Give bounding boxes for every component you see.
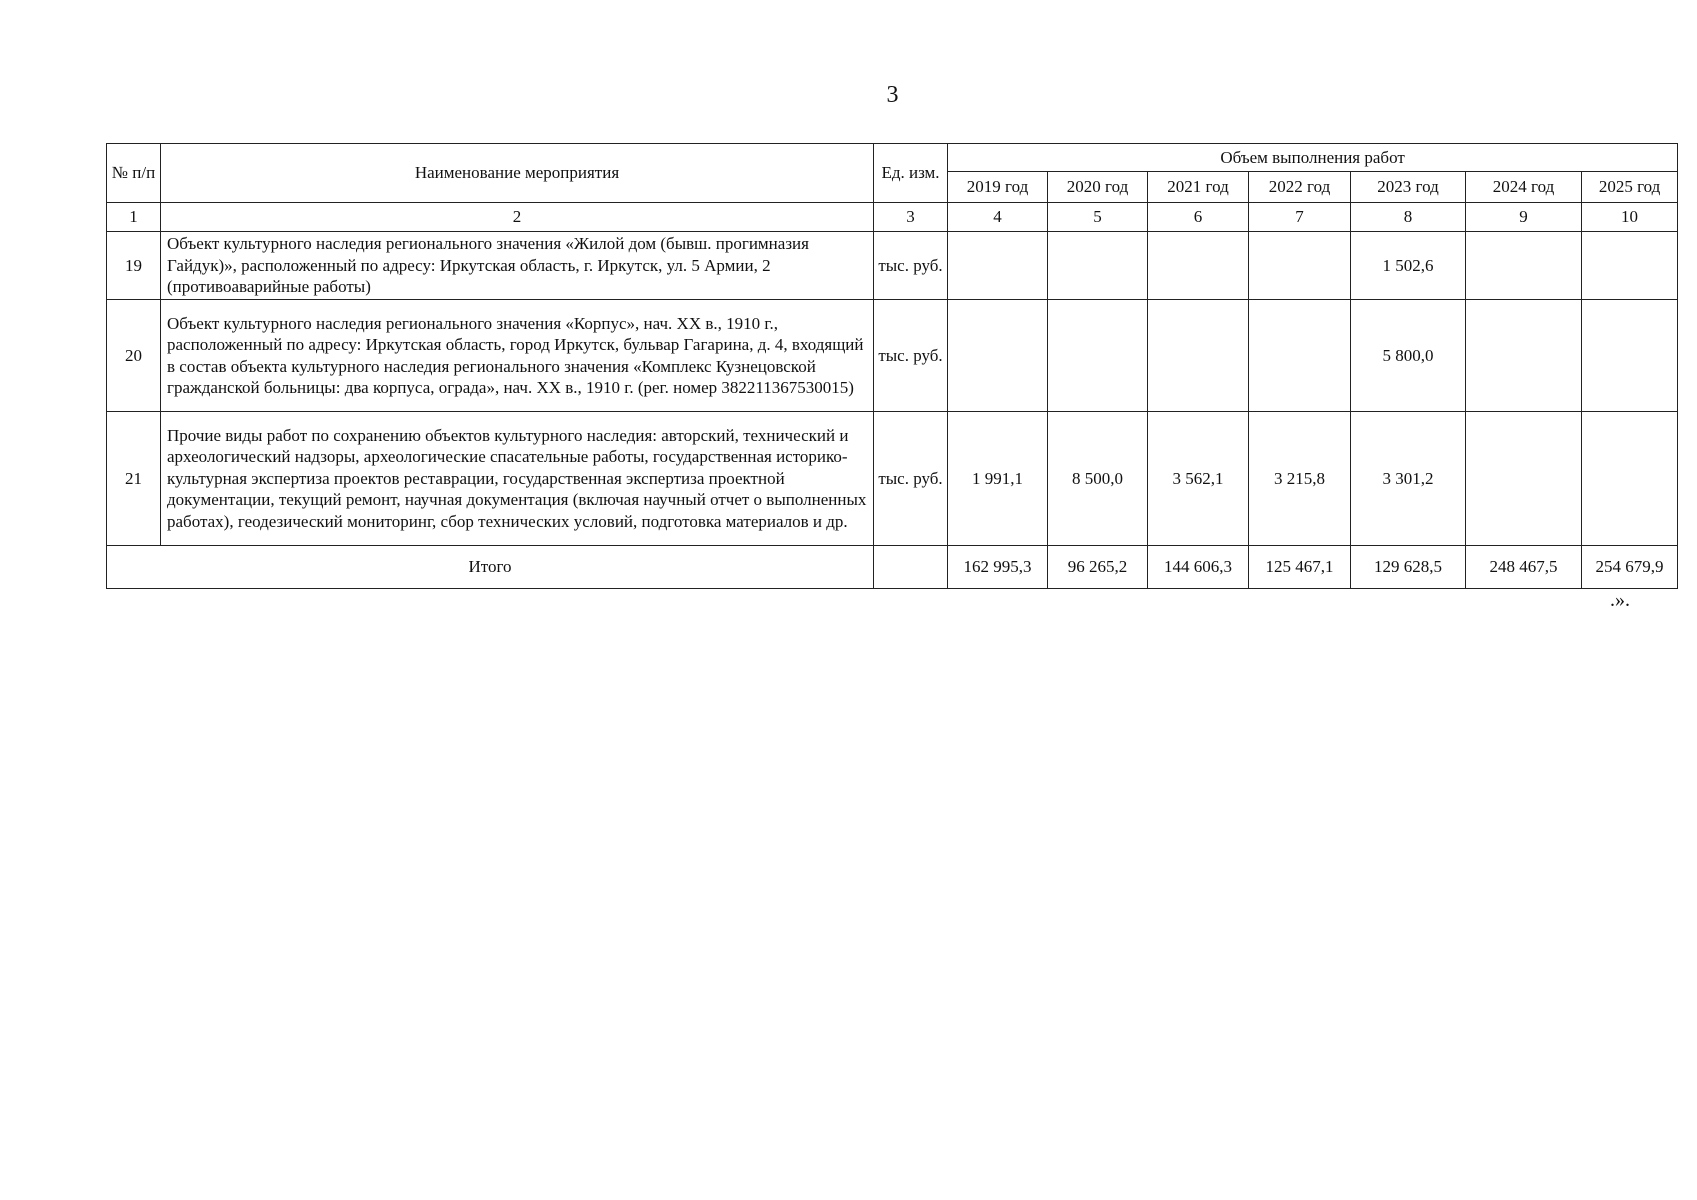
row-value — [948, 232, 1048, 300]
table-row — [107, 412, 1678, 546]
row-value — [1048, 232, 1148, 300]
column-index: 7 — [1249, 203, 1351, 232]
row-value — [1249, 300, 1351, 412]
header-year: 2023 год — [1351, 172, 1466, 203]
header-year: 2024 год — [1466, 172, 1582, 203]
row-name: Объект культурного наследия регионального значения «Жилой дом (бывш. прогимназия Гайдук)», расположенный по адресу: Иркутская область, г. Иркутск, ул. 5 Армии, 2 (противоаварийные работы) — [161, 232, 874, 300]
column-index: 2 — [161, 203, 874, 232]
row-value: 8 500,0 — [1048, 412, 1148, 546]
column-index: 6 — [1148, 203, 1249, 232]
table-row — [107, 300, 1678, 412]
row-value: 3 562,1 — [1148, 412, 1249, 546]
row-num: 21 — [107, 412, 161, 546]
column-index: 5 — [1048, 203, 1148, 232]
column-index-row — [107, 203, 1678, 232]
total-label: Итого — [107, 546, 874, 589]
row-value — [1582, 232, 1678, 300]
header-year: 2025 год — [1582, 172, 1678, 203]
row-value: 1 991,1 — [948, 412, 1048, 546]
total-value: 254 679,9 — [1582, 546, 1678, 589]
total-value: 162 995,3 — [948, 546, 1048, 589]
row-value — [1148, 232, 1249, 300]
works-volume-table — [106, 143, 1678, 589]
row-unit: тыс. руб. — [874, 412, 948, 546]
header-row — [107, 144, 1678, 172]
table-row — [107, 232, 1678, 300]
column-index: 4 — [948, 203, 1048, 232]
row-value — [1148, 300, 1249, 412]
page-number: 3 — [886, 82, 899, 108]
row-value — [1582, 300, 1678, 412]
total-value: 125 467,1 — [1249, 546, 1351, 589]
total-value: 96 265,2 — [1048, 546, 1148, 589]
header-name: Наименование мероприятия — [161, 144, 874, 203]
row-unit: тыс. руб. — [874, 232, 948, 300]
total-value: 248 467,5 — [1466, 546, 1582, 589]
column-index: 9 — [1466, 203, 1582, 232]
row-value: 3 215,8 — [1249, 412, 1351, 546]
row-value — [1466, 300, 1582, 412]
row-value — [1466, 412, 1582, 546]
row-value: 1 502,6 — [1351, 232, 1466, 300]
total-row — [107, 546, 1678, 589]
row-unit: тыс. руб. — [874, 300, 948, 412]
row-value: 5 800,0 — [1351, 300, 1466, 412]
header-year: 2020 год — [1048, 172, 1148, 203]
row-value — [1249, 232, 1351, 300]
total-value: 144 606,3 — [1148, 546, 1249, 589]
closing-quote-mark: .». — [1610, 589, 1630, 611]
total-unit — [874, 546, 948, 589]
row-value — [1582, 412, 1678, 546]
column-index: 10 — [1582, 203, 1678, 232]
row-value — [1048, 300, 1148, 412]
row-value — [1466, 232, 1582, 300]
row-name: Объект культурного наследия регионального значения «Корпус», нач. XX в., 1910 г., расположенный по адресу: Иркутская область, город Иркутск, бульвар Гагарина, д. 4, входящий в состав объекта культурного наследия регионального значения «Комплекс Кузнецовской гражданской больницы: два корпуса, ограда», нач. XX в., 1910 г. (рег. номер 382211367530015) — [161, 300, 874, 412]
total-value: 129 628,5 — [1351, 546, 1466, 589]
header-year: 2022 год — [1249, 172, 1351, 203]
column-index: 3 — [874, 203, 948, 232]
header-volume: Объем выполнения работ — [948, 144, 1678, 172]
header-year: 2019 год — [948, 172, 1048, 203]
header-unit: Ед. изм. — [874, 144, 948, 203]
row-value — [948, 300, 1048, 412]
column-index: 1 — [107, 203, 161, 232]
row-name: Прочие виды работ по сохранению объектов культурного наследия: авторский, технический и археологический надзоры, археологические спасательные работы, государственная историко-культурная экспертиза проектов реставрации, государственная экспертиза проектной документации, текущий ремонт, научная документация (включая научный отчет о выполненных работах), геодезический мониторинг, сбор технических условий, подготовка материалов и др. — [161, 412, 874, 546]
header-num: № п/п — [107, 144, 161, 203]
row-num: 19 — [107, 232, 161, 300]
row-value: 3 301,2 — [1351, 412, 1466, 546]
header-year: 2021 год — [1148, 172, 1249, 203]
column-index: 8 — [1351, 203, 1466, 232]
row-num: 20 — [107, 300, 161, 412]
